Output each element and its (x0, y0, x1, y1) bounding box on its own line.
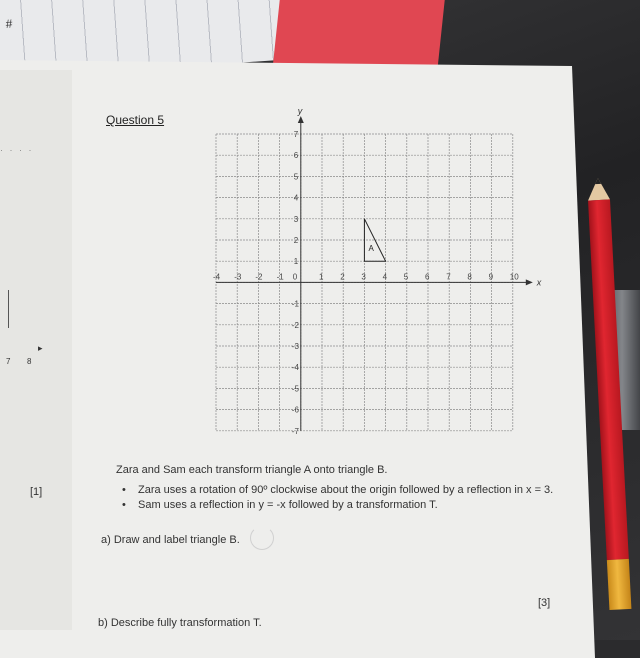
x-tick-label: 9 (488, 272, 494, 282)
x-tick-label: 10 (509, 272, 519, 282)
x-tick-label: 7 (446, 272, 451, 282)
facing-page-number: 8 (27, 357, 32, 366)
facing-page-shape (0, 290, 9, 328)
x-tick-label: 6 (425, 272, 430, 282)
y-tick-label: 5 (293, 172, 299, 182)
x-tick-label: -4 (213, 272, 221, 282)
coordinate-grid (200, 108, 550, 448)
facing-page-number: 7 (6, 357, 11, 366)
part-a-mark: [3] (538, 597, 551, 609)
y-tick-label: 2 (293, 236, 299, 245)
facing-page-arrow: ▸ (38, 343, 43, 353)
x-tick-label: 3 (361, 272, 366, 282)
y-tick-label: 7 (293, 130, 299, 139)
y-axis-label: y (297, 108, 303, 116)
x-tick-label: 8 (467, 272, 472, 282)
x-tick-label: -3 (234, 272, 242, 282)
pencil-smudge (250, 526, 274, 550)
y-axis-arrow (298, 116, 304, 123)
facing-page-dots: · · · · (0, 145, 34, 155)
y-tick-label: -4 (291, 363, 299, 373)
x-tick-label: 2 (340, 272, 345, 282)
pencil-lead (595, 178, 601, 184)
x-tick-label: -1 (276, 272, 284, 282)
y-tick-label: -7 (291, 426, 299, 436)
bullet-list (122, 484, 562, 514)
x-tick-label: 1 (319, 272, 324, 282)
y-tick-label: 3 (293, 214, 299, 224)
y-tick-label: 1 (293, 257, 299, 267)
part-b-question: b) Describe fully transformation T. (98, 617, 262, 629)
y-tick-label: -2 (291, 320, 299, 330)
y-tick-label: -1 (291, 299, 299, 309)
y-tick-label: 6 (293, 151, 299, 161)
x-tick-label: -2 (255, 272, 263, 282)
x-tick-label: 0 (292, 272, 298, 282)
bullet-item: • Sam uses a reflection in y = -x followed by a transformation T. (122, 499, 562, 512)
part-a-question: a) Draw and label triangle B. (101, 534, 240, 546)
x-axis-arrow (526, 279, 533, 285)
y-tick-label: -5 (291, 384, 299, 394)
y-tick-label: -6 (291, 405, 299, 415)
pencil-end (607, 559, 632, 610)
x-tick-label: 5 (403, 272, 409, 282)
notebook-mark: # (5, 16, 13, 31)
question-prompt: Zara and Sam each transform triangle A onto triangle B. (116, 464, 388, 476)
x-tick-label: 4 (382, 272, 388, 282)
triangle-a-label: A (368, 244, 374, 254)
x-axis-label: x (536, 277, 542, 288)
y-tick-label: 4 (293, 193, 299, 203)
mark-allocation: [1] (30, 486, 43, 498)
bullet-item: • Zara uses a rotation of 90º clockwise about the origin followed by a reflection in x = 3. (122, 484, 562, 497)
question-title: Question 5 (106, 113, 165, 127)
y-tick-label: -3 (291, 342, 299, 351)
